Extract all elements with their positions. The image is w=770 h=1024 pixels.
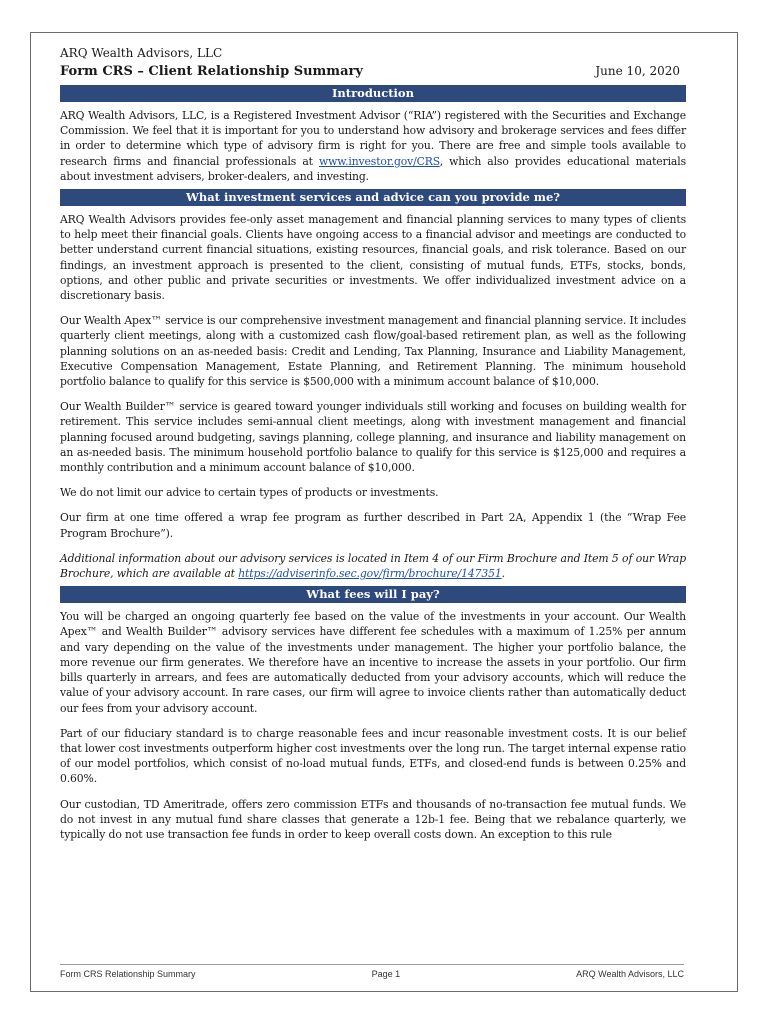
additional-info-text-a: Additional information about our advisory services is located in Item 4 of our Firm Brochure and Item 5 of our Wrap Brochure, which are available at <box>60 551 686 581</box>
services-paragraph-1: ARQ Wealth Advisors provides fee-only asset management and financial planning services to many types of clients to help meet their financial goals. Clients have ongoing access to a financial advisor and meetings are conducted to better understand current financial situations, existing resources, financial goals, and risk tolerance. Based on our findings, an investment approach is presented to the client, consisting of mutual funds, ETFs, stocks, bonds, options, and other public and private securities or investments. We offer individualized investment advice on a discretionary basis. <box>60 213 686 303</box>
introduction-paragraph <box>60 108 686 184</box>
additional-info-text-b: . <box>501 567 505 581</box>
fees-paragraph-3: Our custodian, TD Ameritrade, offers zero commission ETFs and thousands of no-transaction fee mutual funds. We do not invest in any mutual fund share classes that generate a 12b-1 fee. Being that we rebalance quarterly, we typically do not use transaction fee funds in order to keep overall costs down. An exception to this rule <box>60 797 686 841</box>
section-heading-services: What investment services and advice can you provide me? <box>60 189 686 206</box>
introduction-text-b: , which also provides educational materials about investment advisers, broker-dealers, and investing. <box>60 154 686 183</box>
footer-page-number: Page 1 <box>371 969 401 979</box>
section-heading-fees: What fees will I pay? <box>60 586 686 603</box>
services-paragraph-wrap-fee: Our firm at one time offered a wrap fee program as further described in Part 2A, Appendix 1 (the “Wrap Fee Program Brochure”). <box>60 511 686 540</box>
firm-name: ARQ Wealth Advisors, LLC <box>60 46 223 60</box>
services-paragraph-wealth-apex: Our Wealth Apex™ service is our comprehensive investment management and financial planning service. It includes quarterly client meetings, along with a customized cash flow/goal-based retirement plan, as well as the following planning solutions on an as-needed basis: Credit and Lending, Tax Planning, Insurance and Liability Management, Executive Compensation Management, Estate Planning, and Retirement Planning. The minimum household portfolio balance to qualify for this service is $500,000 with a minimum account balance of $10,000. <box>60 314 686 389</box>
adviserinfo-link[interactable]: https://adviserinfo.sec.gov/firm/brochure/147351 <box>238 567 502 581</box>
footer-left: Form CRS Relationship Summary <box>60 969 196 979</box>
title-row <box>60 62 686 81</box>
footer-right: ARQ Wealth Advisors, LLC <box>576 969 684 979</box>
investor-gov-link[interactable]: www.investor.gov/CRS <box>318 154 440 168</box>
document-title: Form CRS – Client Relationship Summary <box>60 64 363 79</box>
fees-paragraph-1: You will be charged an ongoing quarterly fee based on the value of the investments in your account. Our Wealth Apex™ and Wealth Builder™ advisory services have different fee schedules with a maximum of 1.25% per annum and vary depending on the value of the investments under management. The higher your portfolio balance, the more revenue our firm generates. We therefore have an incentive to increase the assets in your portfolio. Our firm bills quarterly in arrears, and fees are automatically deducted from your advisory accounts, which will reduce the value of your advisory account. In rare cases, our firm will agree to invoice clients rather than automatically deduct our fees from your advisory account. <box>60 610 686 715</box>
services-paragraph-additional-info <box>60 551 686 581</box>
section-heading-introduction: Introduction <box>60 85 686 102</box>
services-paragraph-no-limit: We do not limit our advice to certain types of products or investments. <box>60 486 439 500</box>
page-footer <box>60 964 684 979</box>
introduction-text-a: ARQ Wealth Advisors, LLC, is a Registered Investment Advisor (“RIA”) registered with the Securities and Exchange Commission. We feel that it is important for you to understand how advisory and brokerage services and fees differ in order to determine which type of advisory firm is right for you. There are free and simple tools available to research firms and financial professionals at <box>60 109 686 168</box>
document-body <box>60 46 686 852</box>
services-paragraph-wealth-builder: Our Wealth Builder™ service is geared toward younger individuals still working and focuses on building wealth for retirement. This service includes semi-annual client meetings, along with investment management and financial planning focused around budgeting, savings planning, college planning, and insurance and liability management on an as-needed basis. The minimum household portfolio balance to qualify for this service is $125,000 and requires a monthly contribution and a minimum account balance of $10,000. <box>60 400 686 475</box>
fees-paragraph-2: Part of our fiduciary standard is to charge reasonable fees and incur reasonable investment costs. It is our belief that lower cost investments outperform higher cost investments over the long run. The target internal expense ratio of our model portfolios, which consist of no-load mutual funds, ETFs, and closed-end funds is between 0.25% and 0.60%. <box>60 726 686 786</box>
document-date: June 10, 2020 <box>595 64 680 78</box>
